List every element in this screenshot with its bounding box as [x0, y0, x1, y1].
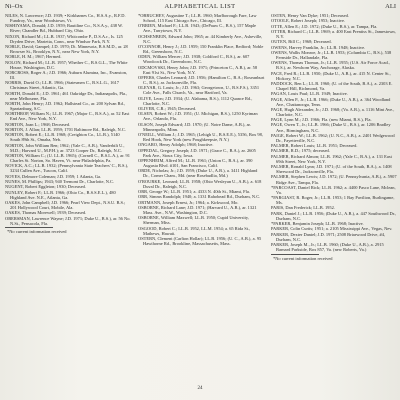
- directory-entry: NORTON, John William Ben; 1962; (Yale C., A.B.), Vanderbilt U., M.D.; Harvard U., M.P.H.); ar. 3723 Cooper Dr., Raleigh, N.C.: [5, 142, 125, 153]
- directory-entry: OSTERN, Clement (Carlton Hollar); LL.B. 1956; (U. C., A.B.), a. 95 Hawthorne Rd., Brookline, Massachusetts, Mass.: [138, 236, 262, 247]
- directory-entry: NORTON, J. Allan; LL.B. 1959; 1701 Baltimore Rd., Raleigh, N.C.: [5, 127, 126, 133]
- directory-entry: PALMER, R.D.; 1975; deceased.: [271, 148, 330, 154]
- directory-entry: ODEN, William Mercer; J.D. 1938; Coldford C., B.S.), ar. 607 Woodcock Dr., Greensboro, N.C.: [138, 54, 250, 65]
- directory-entry: ORR, Simms Randolph; 1940; a. 1331 Rahobead Rd., Durham, N.C.: [138, 194, 261, 200]
- directory-entry: *PARKER, Benjamin Joseph; LL.B. 1968; Inactive.: [271, 221, 364, 227]
- directory-entry: OLEYAR, G. Louis; Jr.; J.D. 1963; Georgetown, U., B.S.F.S.), 3351 Cole Ave., Falls Church, Va., near Hartford, Va.: [138, 85, 260, 96]
- directory-entry: OLSON, Joseph Edward; J.D. 1970; (U. Notre Dame, A.B.), ar. Minneapolis, Minn.: [138, 121, 251, 132]
- directory-entry: PAGAN, Louis Paul; LL.B. 1949; Inactive.: [271, 91, 348, 97]
- directory-entry: OWENS, Harvey Franklin, Jr.; LL.B. 1948; Inactive.: [271, 44, 366, 50]
- directory-entry: *PARGIAST, R. Roger, Jr.; LL.B. 1953; 1 Bay Pavilion, Burlingame, Ms.: [271, 195, 395, 206]
- directory-entry: ORR, George W.; LL.B. 1951; a. 4333 N. 40th St., Miami, Fla.: [138, 189, 250, 195]
- directory-entry: OPPENHEIM, Alfred M.; LL.B. 1961; (Union C., B.A.), ar. 390 Augusta Blvd. #101, San Francisco, Calif.: [138, 158, 253, 169]
- directory-entry: PARIS, Dan Frederick; LL.B. 1952.: [271, 205, 335, 211]
- directory-entry: PAIGE, Robert W.; LL.B. 1962; (U. N.C., A.B.), a. 2401 Wedgewood Dr., Fayetteville, N.C.: [271, 132, 395, 143]
- footnote: *No current information received: [273, 255, 333, 261]
- directory-entry: PALMER, Richard Almon; LL.B. 1962; (Yale C., B.A.), a. 131 East 69th Street, New York, N.Y.: [271, 153, 392, 164]
- directory-entry: NUNES, M. Phillips; 1943; 940 Tremont Dr., Charlotte, N.C.: [5, 179, 115, 184]
- directory-entry: PAGE, Owen T., Jr.; LL.B. 1966; (Duke U., B.S.), ar. 1206 Bradley Ave., Birmingham, N.C.: [271, 122, 391, 133]
- directory-entry: NORCROSS, Roger A.; J.D. 1966; Auburn Alumina, Inc., Evanston, Ill.: [5, 70, 128, 81]
- directory-entry: ODCMOVSKI, Henry John; J.D. 1971; (Princeton C., A.B.), ar. 58 East 91st St., New York, N.Y.: [138, 64, 258, 75]
- directory-entry: NISHIYAMA, Donald; J.D. 1959; Bautiline Co., N.S.A.y., 438 W. River; Chandler Bd., Hubbard City, Ohio.: [5, 23, 123, 34]
- directory-entry: NOLON, Richard M.; LL.B. 1957; Whether C., B.S.G.L., The White House, Washington, D.C.: [5, 59, 128, 70]
- directory-entry: OFFERS, Charles Leonard; J.D. 1956; (Hamilton C., B.A.; Roseanburt C., B.S.), ar. Jacksonville, Fla.: [138, 75, 265, 86]
- directory-entry: PALMER, Robert Louis; LL.B. 1951; Deceased.: [271, 143, 358, 149]
- directory-entry: O'CONNOR, Henry J.; J.D. 1959; 150 Franklin Place, Bedford; Noble Rd., Greensboro, N.C.: [138, 44, 264, 55]
- directory-entry: NORTH, Donald E.; J.D. 1961; 461 Oakridge Dr., Indianapolis, Pla., near Melbourne, Fla.: [5, 90, 128, 101]
- directory-entry: NOVICK, A.C.; LL.B. 1932; (Pennsylvania State Teachers' C., B.S.), 3234 Cullen Ave., Tuscon, Calif.: [5, 163, 129, 174]
- directory-entry: OLIVE, Leon; J.D. 1934; (U. Alabama, B.S.), 1112 Quance Rd., Charlotte, N.C.: [138, 95, 253, 106]
- directory-entry: NUNLEY, Robert F.; LL.B. 1966; (Ohio Co., B.S.S.E.L.), 480 Highland Ave. N.E., Atlanta, Ga.: [5, 189, 116, 200]
- directory-entry: OTOOLE, Robert Joseph; 1953; Inactive.: [271, 18, 346, 24]
- directory-entry: OSTEN, Henry Van Dyke; 1951; Deceased.: [271, 13, 349, 18]
- footnote: *No current information received: [7, 229, 67, 235]
- directory-entry: OTTE, Allen E.; J.D. 1972; (Duke U., B.S.), ar. Tampa, Fla.: [271, 23, 378, 29]
- footnote-rule: [5, 227, 53, 228]
- footnote-rule: [271, 254, 319, 255]
- directory-entry: *PARCOAST, Daniel Rick; LL.B. 1962; a. 4400 Pasco Lane, Mclean, Va.: [271, 184, 396, 195]
- directory-entry: OTTER, Richard C.; LL.B. 1969; a. 400 East Prentiss St., Jamestown, N.Y.: [271, 28, 396, 39]
- directory-entry: NORTON, Joan L.; 1968; Deceased.: [5, 121, 71, 127]
- directory-entry: PARKER, Joseph M., Jr.; LL.B. 1960; (Duke U., A.B.), a. 2915 Barnard Parkside, Box 857, Va. (new Roberts, Va.): [271, 242, 384, 253]
- directory-entry: OLIVER, C.R.; 1945; Deceased.: [138, 106, 197, 112]
- directory-entry: NORTHROP, William N.; LL.B. 1967; (Major C., B.S.A.), ar. 52 East End Ave., New York, N.Y.: [5, 111, 130, 122]
- directory-entry: OBERSMAN, Lawrence Wayne; J.D. 1971; Duke U., B.S.), ar. 56 No. N.St., Pensacola, Fla.: [5, 215, 131, 226]
- directory-entry: NOYES, Delmore Coleman; J.D. 1959; 1 Atlanta, Ga.: [5, 173, 102, 179]
- directory-entry: OSBORNE, William Maxwell; LL.B. 1950; Cupid University, Sherman, Miss.: [138, 215, 249, 226]
- directory-entry: OSBORNE, Richard Lane; J.D. 1971; (Harvard U., A.B.), ar. 1321 Mass. Ave., N.W., Washington, D.C.: [138, 204, 257, 216]
- directory-entry: OAKES, John Campbell; J.D. 1966; Pearl View Dept., N.S.U. B.S.; 201 Hollywood Court, Mobile, Ala.: [5, 199, 126, 210]
- directory-entry: PARKER, Dexter Daniel; J.D. 1971; 2508 Briarwood Drive, #4, Durham, N.C.: [271, 231, 386, 242]
- directory-entry: PAGE, Hugh Alexander, Jr.; J.D. 1968; (Va. A.B.), a. 1116 Mint Ave., Charlotte, N.C.: [271, 106, 395, 117]
- directory-entry: NUGENT, Robert Eggleton; 1930; Deceased.: [5, 184, 87, 190]
- directory-entry: PALMER, Stephen Lewis; J.D. 1972; (U. Pennsylvania, A.B.), a. 5907 Ridge Ave., Tampa, Fla.: [271, 174, 397, 185]
- directory-entry: ONGARO, Henry Adolph; 1968; Inactive.: [138, 142, 214, 148]
- directory-entry: OLSEN, Robert W.; J.D. 1951; (U. Michigan, B.S.), 1250 Kyriman Ave., Orlando, Fla.: [138, 111, 258, 122]
- directory-entry: O'ROURKE, Leonard; LL.B. 1958; (Ohio Wesleyan U., A.B.), a. 618 Duval Dr., Raleigh, N.C.: [138, 178, 262, 189]
- directory-entry: OCHSENBEIN, Edward John; 1965; ar. 44 Kimberly Ave., Asheville, N.C.: [138, 33, 263, 44]
- running-header: [0, 2, 400, 12]
- directory-entry: OWENS, Thomas Thomas, Jr.; LL.B. 1955; (U.S. Air Force Acad., B.S.), ar. Newhorn Way, Anchorage, Alaska.: [271, 60, 390, 71]
- directory-entry: OPPEDAL, Gregory Joseph; J.D. 1971; (Grace C., B.A.), ar. 2605 Park Ave., Sioux City, Iowa.: [138, 147, 256, 158]
- directory-entry: PAGE, Allen P., Jr.; LL.B. 1966; (Duke U., A.B.), a. 364 Woodland Ave., Chattanooga, Tenn.: [271, 96, 391, 107]
- directory-entry: *OBRUCHEV, Augustine T.; LL.B. 1960; Marlborough Fare, Law School, 115 East Chicago Ave., Chicago, Ill.: [138, 13, 257, 24]
- directory-entry: ORTMANN, Joseph Ernest, Jr.; 1964; a. Kirkwood, Mo.: [138, 199, 239, 205]
- directory-entry: OSGOOD, Robert C.; LL.B. 1952, LL.M. 1954; a. 65 Rida St., Mathews, Hawaii.: [138, 225, 251, 236]
- directory-entry: NORTON, William C.; (U. LL.B. 1965); (Cornell C., B.S.L.A.), ar. 91 Charles St. Norton, So. Haven, Vt. near Philadelphia, Pa.: [5, 153, 130, 164]
- column-left: [5, 13, 131, 383]
- directory-entry: O'BRIEN, Michael F.; LL.B. 1943; (DePauw C., B.S.), 157 Maple Ave., Tarrytown, N.Y.: [138, 23, 257, 34]
- directory-entry: OAKES, Thomas Morewell; 1939; Deceased.: [5, 210, 87, 216]
- directory-entry: NORTON, Robert E.; LL.B. 1968; (Creighton Co., LL.B.), 5140 South 89th St., Omaha, Neb.: [5, 132, 120, 143]
- directory-entry: PADDOCK, Ben L.; LL.B. 1960; (U. of the South, B.A.), a. 2303 E. Chapel Hill, Richmond, Va.: [271, 80, 393, 91]
- directory-entry: PARKER, Colin Curtis; 1951; a. 2105 Mississippi Ave., Vegas, Nev.: [271, 226, 393, 232]
- directory-entry: NORTH, John Henry; J.D. 1962; Hallstead Co., ar. 200 Sylvan Rd., Spartanburg, S.C.: [5, 101, 126, 112]
- directory-entry: OUTEN, Bill C.; 1968; Deceased.: [271, 39, 332, 45]
- directory-entry: NILES, N. Lawrence; J.D. 1939; • Kirkbarnes Co., H.S.A.y., R.F.D. Fundroy, Va., near Woodstown, Vt.: [5, 13, 126, 24]
- directory-entry: NORRIS, David O.; LL.B. 1966; (Statesmen C., B.S.L.G., 1617 Christmas Street, Atlantic, Ga.: [5, 80, 120, 91]
- directory-entry: OWENS, Wallis Monroe, Jr.; LL.B. 1953; (Columbia C., B.S.), 538 Fernside Dr., Hallandale, Fla.: [271, 49, 392, 60]
- directory-entry: O'NEILL, William J.; J.D. 1965; (Lehigh U., B.S.E.E.), 5356, Box 98, Red Hook, New York (new Poughkeepsie, N.Y.): [138, 132, 263, 143]
- directory-entry: NIXON, Richard M.; LL.B. 1937; Whitcombe P., D.S.A.r., Is. 125 Dryden Drive, Marietta, Conn., near Windsor Park, N.Y.: [5, 33, 123, 44]
- directory-entry: PAGE, Lynn M.; J.D. 1966; Fla. (new Miami, B.S.), Fla.: [271, 117, 372, 123]
- header-title: ALPHABETICAL LIST: [164, 3, 236, 10]
- header-right: ALI: [385, 3, 396, 10]
- directory-entry: ORDE, Nicholas; Jr.; J.D. 1959; (Duke U., A.B.), a. 3411 Highland Dr., Corner Cham., Md. (near Rosebudlia, Md.): [138, 168, 258, 179]
- header-left: Ni–Ox: [5, 3, 23, 10]
- directory-entry: PACE, Fred R.; LL.B. 1950; (Duke U., A.B.), ar. 415 N. Center St., Hickory, N.C.: [271, 70, 391, 81]
- directory-entry: NOBLE, David; Gampel; J.D. 1970; Dt. Minnesota, B.S.M.D., ar. 28 Browser St., Brooklyn, N.Y., near New York, N.Y.: [5, 44, 128, 55]
- directory-entry: PARK, Daniel J.; LL.B. 1956; (Duke U., A.B.), a. 447 Southwood Dr., Durham, N.C.: [271, 210, 397, 221]
- directory-entry: PALMER, Ronald Lynn; J.D. 1971; (U. of the South, B.A.), a. 1408 Sherwood Dr., Jacksonville, Fla.: [271, 164, 392, 175]
- page-number: 24: [197, 386, 203, 391]
- column-middle: [138, 13, 265, 383]
- directory-entry: NOBLE, H. M.; 1967; Hermed.: [5, 54, 62, 60]
- column-right: [271, 13, 398, 383]
